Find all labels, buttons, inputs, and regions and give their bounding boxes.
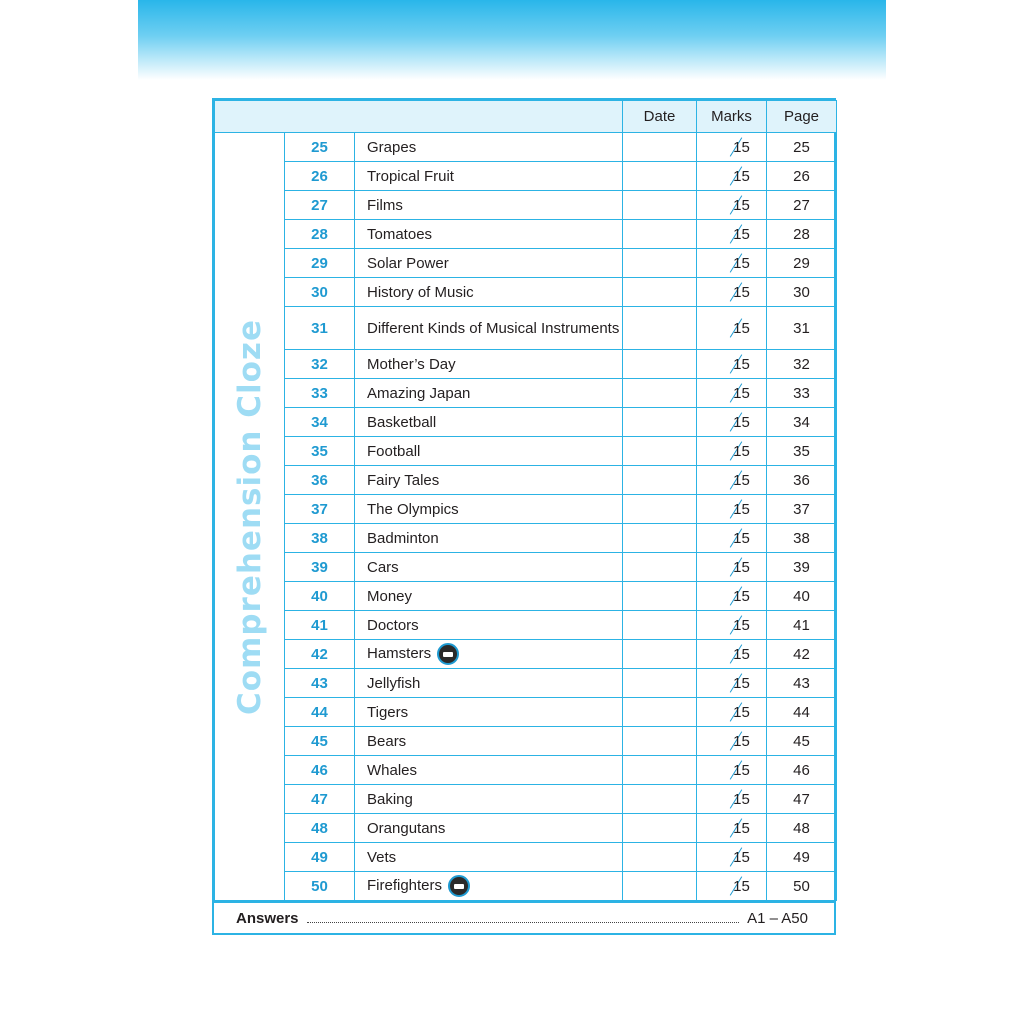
page-number: 50 <box>767 872 837 901</box>
page-number: 26 <box>767 162 837 191</box>
marks-total: 15 <box>733 500 750 518</box>
page-number: 35 <box>767 437 837 466</box>
table-row <box>215 611 837 640</box>
unit-title-cell <box>355 133 623 162</box>
page-number: 41 <box>767 611 837 640</box>
unit-title: Jellyfish <box>367 674 421 692</box>
unit-title: Doctors <box>367 616 419 634</box>
table-row <box>215 379 837 408</box>
unit-number: 49 <box>285 843 355 872</box>
page-number: 33 <box>767 379 837 408</box>
unit-title-cell <box>355 495 623 524</box>
marks-cell[interactable] <box>697 843 767 872</box>
unit-number: 25 <box>285 133 355 162</box>
marks-total: 15 <box>733 645 750 663</box>
unit-title: Orangutans <box>367 819 446 837</box>
date-cell[interactable] <box>623 249 697 278</box>
date-cell[interactable] <box>623 495 697 524</box>
marks-total: 15 <box>733 587 750 605</box>
marks-total: 15 <box>733 848 750 866</box>
date-cell[interactable] <box>623 437 697 466</box>
unit-number: 48 <box>285 814 355 843</box>
unit-title: Cars <box>367 558 399 576</box>
unit-number: 34 <box>285 408 355 437</box>
unit-title: Tigers <box>367 703 409 721</box>
unit-title-cell <box>355 553 623 582</box>
contents-table <box>212 98 836 935</box>
page-number: 45 <box>767 727 837 756</box>
table-row <box>215 350 837 379</box>
marks-cell[interactable] <box>697 408 767 437</box>
unit-title-cell <box>355 669 623 698</box>
unit-title: History of Music <box>367 283 474 301</box>
date-cell[interactable] <box>623 466 697 495</box>
marks-total: 15 <box>733 355 750 373</box>
page-number: 30 <box>767 278 837 307</box>
exam-badge-icon <box>437 643 459 665</box>
date-cell[interactable] <box>623 191 697 220</box>
unit-title: Baking <box>367 790 413 808</box>
marks-cell[interactable] <box>697 220 767 249</box>
marks-cell[interactable] <box>697 727 767 756</box>
unit-title-cell <box>355 220 623 249</box>
marks-cell[interactable] <box>697 307 767 350</box>
unit-title: Bears <box>367 732 407 750</box>
unit-title: Vets <box>367 848 397 866</box>
marks-cell[interactable] <box>697 162 767 191</box>
marks-total: 15 <box>733 413 750 431</box>
unit-title-cell <box>355 872 623 901</box>
unit-title-cell <box>355 843 623 872</box>
table-row <box>215 698 837 727</box>
unit-title-cell <box>355 582 623 611</box>
unit-title-cell <box>355 785 623 814</box>
marks-total: 15 <box>733 558 750 576</box>
marks-cell[interactable] <box>697 191 767 220</box>
table-row <box>215 307 837 350</box>
section-title: Comprehension Cloze <box>231 318 268 715</box>
marks-cell[interactable] <box>697 278 767 307</box>
header-page: Page <box>767 101 837 133</box>
page-number: 29 <box>767 249 837 278</box>
marks-total: 15 <box>733 254 750 272</box>
unit-title: Whales <box>367 761 418 779</box>
unit-number: 50 <box>285 872 355 901</box>
table-row <box>215 727 837 756</box>
date-cell[interactable] <box>623 408 697 437</box>
page-number: 46 <box>767 756 837 785</box>
table-row <box>215 872 837 901</box>
unit-title: Mother’s Day <box>367 355 456 373</box>
unit-title: Films <box>367 196 403 214</box>
page-number: 39 <box>767 553 837 582</box>
date-cell[interactable] <box>623 278 697 307</box>
page-number: 28 <box>767 220 837 249</box>
unit-title-cell <box>355 640 623 669</box>
answers-row <box>214 901 834 933</box>
unit-title-cell <box>355 727 623 756</box>
page-number: 32 <box>767 350 837 379</box>
unit-title: Tropical Fruit <box>367 167 454 185</box>
page-number: 40 <box>767 582 837 611</box>
date-cell[interactable] <box>623 307 697 350</box>
unit-number: 37 <box>285 495 355 524</box>
unit-title-cell <box>355 350 623 379</box>
unit-number: 28 <box>285 220 355 249</box>
date-cell[interactable] <box>623 727 697 756</box>
page-number: 42 <box>767 640 837 669</box>
unit-title: Badminton <box>367 529 439 547</box>
unit-title: Basketball <box>367 413 437 431</box>
unit-title-cell <box>355 307 623 350</box>
date-cell[interactable] <box>623 162 697 191</box>
unit-number: 39 <box>285 553 355 582</box>
table-row <box>215 582 837 611</box>
marks-cell[interactable] <box>697 249 767 278</box>
unit-number: 38 <box>285 524 355 553</box>
unit-number: 44 <box>285 698 355 727</box>
unit-number: 29 <box>285 249 355 278</box>
page-number: 25 <box>767 133 837 162</box>
marks-cell[interactable] <box>697 582 767 611</box>
answers-label: Answers <box>236 909 299 927</box>
marks-total: 15 <box>733 877 750 895</box>
unit-title: Different Kinds of Musical Instruments <box>367 319 620 337</box>
table-row <box>215 785 837 814</box>
table-row <box>215 466 837 495</box>
unit-title-cell <box>355 466 623 495</box>
marks-cell[interactable] <box>697 437 767 466</box>
table-row <box>215 408 837 437</box>
unit-number: 43 <box>285 669 355 698</box>
unit-title: Grapes <box>367 138 417 156</box>
unit-number: 40 <box>285 582 355 611</box>
unit-title: Hamsters <box>367 644 432 662</box>
date-cell[interactable] <box>623 350 697 379</box>
marks-cell[interactable] <box>697 524 767 553</box>
unit-number: 47 <box>285 785 355 814</box>
marks-cell[interactable] <box>697 466 767 495</box>
unit-number: 27 <box>285 191 355 220</box>
date-cell[interactable] <box>623 220 697 249</box>
page-number: 43 <box>767 669 837 698</box>
marks-total: 15 <box>733 732 750 750</box>
table-row <box>215 249 837 278</box>
unit-title-cell <box>355 379 623 408</box>
marks-cell[interactable] <box>697 640 767 669</box>
date-cell[interactable] <box>623 814 697 843</box>
marks-cell[interactable] <box>697 379 767 408</box>
marks-cell[interactable] <box>697 495 767 524</box>
date-cell[interactable] <box>623 553 697 582</box>
marks-total: 15 <box>733 529 750 547</box>
marks-cell[interactable] <box>697 814 767 843</box>
table-header <box>215 101 837 133</box>
page-number: 31 <box>767 307 837 350</box>
date-cell[interactable] <box>623 843 697 872</box>
top-gradient-band <box>138 0 886 80</box>
date-cell[interactable] <box>623 785 697 814</box>
table-row <box>215 437 837 466</box>
table-row <box>215 278 837 307</box>
page-number: 48 <box>767 814 837 843</box>
marks-total: 15 <box>733 703 750 721</box>
page-number: 34 <box>767 408 837 437</box>
unit-number: 32 <box>285 350 355 379</box>
page-number: 47 <box>767 785 837 814</box>
marks-total: 15 <box>733 319 750 337</box>
date-cell[interactable] <box>623 640 697 669</box>
unit-title: The Olympics <box>367 500 459 518</box>
unit-title-cell <box>355 698 623 727</box>
table-row <box>215 669 837 698</box>
table-row <box>215 220 837 249</box>
table-body <box>215 133 837 901</box>
unit-title-cell <box>355 756 623 785</box>
unit-number: 30 <box>285 278 355 307</box>
unit-title: Firefighters <box>367 876 443 894</box>
header-marks: Marks <box>697 101 767 133</box>
unit-title-cell <box>355 249 623 278</box>
marks-total: 15 <box>733 384 750 402</box>
marks-total: 15 <box>733 616 750 634</box>
unit-title-cell <box>355 611 623 640</box>
unit-number: 33 <box>285 379 355 408</box>
date-cell[interactable] <box>623 582 697 611</box>
date-cell[interactable] <box>623 698 697 727</box>
page-number: 49 <box>767 843 837 872</box>
unit-number: 36 <box>285 466 355 495</box>
marks-total: 15 <box>733 196 750 214</box>
page-number: 27 <box>767 191 837 220</box>
date-cell[interactable] <box>623 524 697 553</box>
unit-number: 45 <box>285 727 355 756</box>
marks-total: 15 <box>733 761 750 779</box>
marks-cell[interactable] <box>697 669 767 698</box>
table-row <box>215 640 837 669</box>
header-date: Date <box>623 101 697 133</box>
date-cell[interactable] <box>623 379 697 408</box>
unit-title: Tomatoes <box>367 225 433 243</box>
date-cell[interactable] <box>623 872 697 901</box>
marks-total: 15 <box>733 225 750 243</box>
exam-badge-icon <box>448 875 470 897</box>
marks-total: 15 <box>733 283 750 301</box>
dot-leader <box>307 922 740 923</box>
table-row <box>215 843 837 872</box>
answers-range: A1 – A50 <box>747 909 808 927</box>
unit-title-cell <box>355 437 623 466</box>
unit-title: Amazing Japan <box>367 384 471 402</box>
section-cell <box>215 133 285 901</box>
unit-title: Money <box>367 587 413 605</box>
marks-total: 15 <box>733 471 750 489</box>
marks-cell[interactable] <box>697 785 767 814</box>
unit-number: 35 <box>285 437 355 466</box>
table-row <box>215 495 837 524</box>
page-number: 38 <box>767 524 837 553</box>
date-cell[interactable] <box>623 611 697 640</box>
marks-total: 15 <box>733 819 750 837</box>
marks-cell[interactable] <box>697 756 767 785</box>
unit-title: Solar Power <box>367 254 449 272</box>
unit-number: 42 <box>285 640 355 669</box>
marks-cell[interactable] <box>697 350 767 379</box>
table-row <box>215 133 837 162</box>
marks-cell[interactable] <box>697 698 767 727</box>
unit-title: Fairy Tales <box>367 471 440 489</box>
table-row <box>215 191 837 220</box>
marks-total: 15 <box>733 167 750 185</box>
marks-total: 15 <box>733 674 750 692</box>
date-cell[interactable] <box>623 133 697 162</box>
marks-total: 15 <box>733 138 750 156</box>
unit-number: 26 <box>285 162 355 191</box>
unit-title-cell <box>355 278 623 307</box>
table-row <box>215 814 837 843</box>
marks-total: 15 <box>733 442 750 460</box>
table-row <box>215 524 837 553</box>
marks-cell[interactable] <box>697 872 767 901</box>
unit-number: 31 <box>285 307 355 350</box>
header-blank <box>215 101 623 133</box>
page-number: 36 <box>767 466 837 495</box>
marks-cell[interactable] <box>697 611 767 640</box>
table-row <box>215 756 837 785</box>
date-cell[interactable] <box>623 669 697 698</box>
unit-title-cell <box>355 814 623 843</box>
marks-cell[interactable] <box>697 133 767 162</box>
unit-number: 46 <box>285 756 355 785</box>
marks-cell[interactable] <box>697 553 767 582</box>
unit-title: Football <box>367 442 421 460</box>
date-cell[interactable] <box>623 756 697 785</box>
table-row <box>215 553 837 582</box>
unit-title-cell <box>355 191 623 220</box>
unit-title-cell <box>355 524 623 553</box>
unit-title-cell <box>355 408 623 437</box>
table-row <box>215 162 837 191</box>
page-number: 37 <box>767 495 837 524</box>
page-number: 44 <box>767 698 837 727</box>
unit-number: 41 <box>285 611 355 640</box>
marks-total: 15 <box>733 790 750 808</box>
unit-title-cell <box>355 162 623 191</box>
